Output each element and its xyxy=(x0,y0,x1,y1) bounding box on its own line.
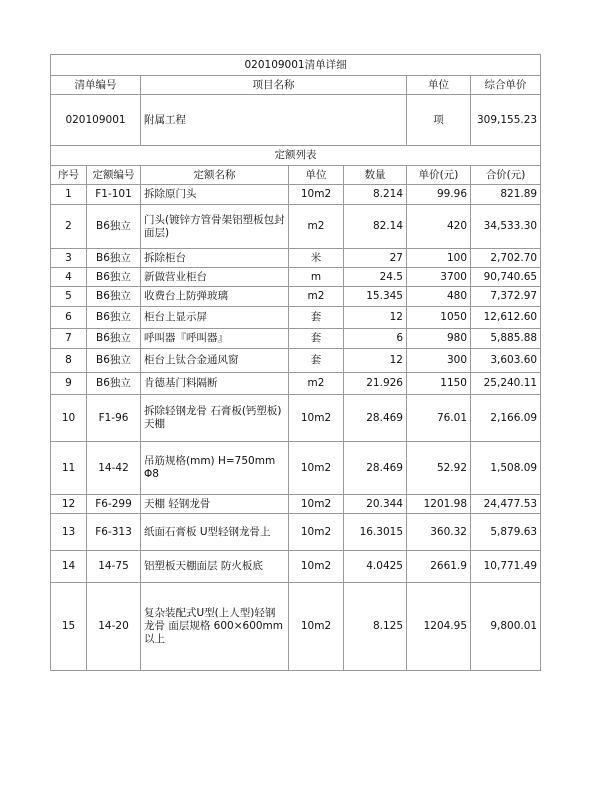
quota-total: 34,533.30 xyxy=(471,205,541,249)
quota-unit: m2 xyxy=(289,287,344,307)
quota-total: 5,885.88 xyxy=(471,329,541,349)
quota-name: 拆除轻钢龙骨 石膏板(钙塑板)天棚 xyxy=(141,395,289,442)
quota-unit: 米 xyxy=(289,249,344,268)
bill-code: 020109001 xyxy=(51,95,141,146)
quota-row xyxy=(51,349,541,373)
quota-unit: 套 xyxy=(289,349,344,373)
quota-unit: 10m2 xyxy=(289,514,344,551)
quota-price: 52.92 xyxy=(407,442,471,495)
bill-detail-table xyxy=(50,54,541,671)
quota-code: B6独立 xyxy=(87,373,141,395)
quota-unit: m2 xyxy=(289,373,344,395)
quota-seq: 3 xyxy=(51,249,87,268)
quota-qty: 21.926 xyxy=(344,373,407,395)
quota-row xyxy=(51,395,541,442)
quota-row xyxy=(51,268,541,287)
quota-name: 收费台上防弹玻璃 xyxy=(141,287,289,307)
quota-price: 1150 xyxy=(407,373,471,395)
bill-title: 020109001清单详细 xyxy=(51,55,541,76)
quota-row xyxy=(51,307,541,329)
quota-name: 复杂装配式U型(上人型)轻钢龙骨 面层规格 600×600mm以上 xyxy=(141,583,289,671)
quota-price: 980 xyxy=(407,329,471,349)
col-header-unit: 单位 xyxy=(407,76,471,95)
quota-col-unit: 单位 xyxy=(289,166,344,185)
quota-unit: 10m2 xyxy=(289,395,344,442)
quota-col-seq: 序号 xyxy=(51,166,87,185)
quota-price: 480 xyxy=(407,287,471,307)
quota-name: 拆除原门头 xyxy=(141,185,289,205)
quota-name: 呼叫器『呼叫器』 xyxy=(141,329,289,349)
quota-qty: 8.214 xyxy=(344,185,407,205)
quota-qty: 24.5 xyxy=(344,268,407,287)
quota-seq: 10 xyxy=(51,395,87,442)
quota-name: 柜台上钛合金通风窗 xyxy=(141,349,289,373)
quota-seq: 4 xyxy=(51,268,87,287)
quota-total: 24,477.53 xyxy=(471,495,541,514)
quota-unit: 10m2 xyxy=(289,185,344,205)
quota-row xyxy=(51,287,541,307)
quota-code: B6独立 xyxy=(87,205,141,249)
quota-code: F1-96 xyxy=(87,395,141,442)
quota-code: 14-42 xyxy=(87,442,141,495)
quota-col-total: 合价(元) xyxy=(471,166,541,185)
quota-qty: 82.14 xyxy=(344,205,407,249)
quota-unit: m2 xyxy=(289,205,344,249)
quota-col-name: 定额名称 xyxy=(141,166,289,185)
quota-unit: 套 xyxy=(289,329,344,349)
quota-code: B6独立 xyxy=(87,307,141,329)
quota-row xyxy=(51,514,541,551)
quota-seq: 14 xyxy=(51,551,87,583)
quota-code: B6独立 xyxy=(87,268,141,287)
quota-seq: 2 xyxy=(51,205,87,249)
quota-total: 25,240.11 xyxy=(471,373,541,395)
quota-code: B6独立 xyxy=(87,349,141,373)
quota-name: 纸面石膏板 U型轻钢龙骨上 xyxy=(141,514,289,551)
quota-code: B6独立 xyxy=(87,329,141,349)
quota-row xyxy=(51,551,541,583)
quota-row xyxy=(51,249,541,268)
quota-name: 铝塑板天棚面层 防火板底 xyxy=(141,551,289,583)
quota-price: 2661.9 xyxy=(407,551,471,583)
quota-qty: 4.0425 xyxy=(344,551,407,583)
quota-price: 99.96 xyxy=(407,185,471,205)
item-unit: 项 xyxy=(407,95,471,146)
quota-name: 天棚 轻钢龙骨 xyxy=(141,495,289,514)
quota-code: B6独立 xyxy=(87,249,141,268)
quota-seq: 6 xyxy=(51,307,87,329)
item-name: 附属工程 xyxy=(141,95,407,146)
quota-price: 1201.98 xyxy=(407,495,471,514)
quota-qty: 6 xyxy=(344,329,407,349)
quota-name: 新做营业柜台 xyxy=(141,268,289,287)
quota-code: B6独立 xyxy=(87,287,141,307)
quota-qty: 16.3015 xyxy=(344,514,407,551)
quota-code: 14-20 xyxy=(87,583,141,671)
quota-total: 1,508.09 xyxy=(471,442,541,495)
quota-name: 门头(镀锌方管骨架铝塑板包封面层) xyxy=(141,205,289,249)
quota-name: 吊筋规格(mm) H=750mm Φ8 xyxy=(141,442,289,495)
quota-seq: 13 xyxy=(51,514,87,551)
item-unit-price: 309,155.23 xyxy=(471,95,541,146)
quota-seq: 12 xyxy=(51,495,87,514)
quota-qty: 20.344 xyxy=(344,495,407,514)
quota-qty: 15.345 xyxy=(344,287,407,307)
quota-unit: 套 xyxy=(289,307,344,329)
quota-col-code: 定额编号 xyxy=(87,166,141,185)
quota-price: 1204.95 xyxy=(407,583,471,671)
quota-code: F1-101 xyxy=(87,185,141,205)
quota-name: 柜台上显示屏 xyxy=(141,307,289,329)
quota-price: 100 xyxy=(407,249,471,268)
quota-total: 7,372.97 xyxy=(471,287,541,307)
quota-qty: 28.469 xyxy=(344,442,407,495)
quota-code: F6-313 xyxy=(87,514,141,551)
quota-price: 300 xyxy=(407,349,471,373)
quota-qty: 8.125 xyxy=(344,583,407,671)
quota-row xyxy=(51,495,541,514)
quota-name: 肯德基门料隔断 xyxy=(141,373,289,395)
col-header-item-name: 项目名称 xyxy=(141,76,407,95)
quota-total: 2,166.09 xyxy=(471,395,541,442)
quota-row xyxy=(51,583,541,671)
quota-qty: 28.469 xyxy=(344,395,407,442)
quota-row xyxy=(51,185,541,205)
quota-total: 9,800.01 xyxy=(471,583,541,671)
quota-seq: 9 xyxy=(51,373,87,395)
quota-total: 10,771.49 xyxy=(471,551,541,583)
quota-seq: 8 xyxy=(51,349,87,373)
quota-total: 5,879.63 xyxy=(471,514,541,551)
quota-seq: 5 xyxy=(51,287,87,307)
quota-unit: 10m2 xyxy=(289,495,344,514)
quota-code: 14-75 xyxy=(87,551,141,583)
col-header-bill-code: 清单编号 xyxy=(51,76,141,95)
quota-col-price: 单价(元) xyxy=(407,166,471,185)
col-header-unit-price: 综合单价 xyxy=(471,76,541,95)
quota-price: 1050 xyxy=(407,307,471,329)
quota-price: 420 xyxy=(407,205,471,249)
quota-qty: 12 xyxy=(344,349,407,373)
quota-seq: 15 xyxy=(51,583,87,671)
quota-price: 360.32 xyxy=(407,514,471,551)
quota-qty: 12 xyxy=(344,307,407,329)
quota-unit: 10m2 xyxy=(289,551,344,583)
quota-total: 2,702.70 xyxy=(471,249,541,268)
quota-price: 76.01 xyxy=(407,395,471,442)
quota-name: 拆除柜台 xyxy=(141,249,289,268)
quota-row xyxy=(51,329,541,349)
quota-total: 12,612.60 xyxy=(471,307,541,329)
quota-unit: m xyxy=(289,268,344,287)
quota-seq: 1 xyxy=(51,185,87,205)
quota-total: 90,740.65 xyxy=(471,268,541,287)
quota-section-title: 定额列表 xyxy=(51,146,541,166)
quota-price: 3700 xyxy=(407,268,471,287)
quota-seq: 11 xyxy=(51,442,87,495)
quota-total: 821.89 xyxy=(471,185,541,205)
quota-qty: 27 xyxy=(344,249,407,268)
quota-unit: 10m2 xyxy=(289,442,344,495)
quota-unit: 10m2 xyxy=(289,583,344,671)
quota-seq: 7 xyxy=(51,329,87,349)
quota-col-qty: 数量 xyxy=(344,166,407,185)
quota-total: 3,603.60 xyxy=(471,349,541,373)
quota-row xyxy=(51,373,541,395)
quota-row xyxy=(51,442,541,495)
quota-code: F6-299 xyxy=(87,495,141,514)
quota-row xyxy=(51,205,541,249)
quota-header-row xyxy=(51,166,541,185)
